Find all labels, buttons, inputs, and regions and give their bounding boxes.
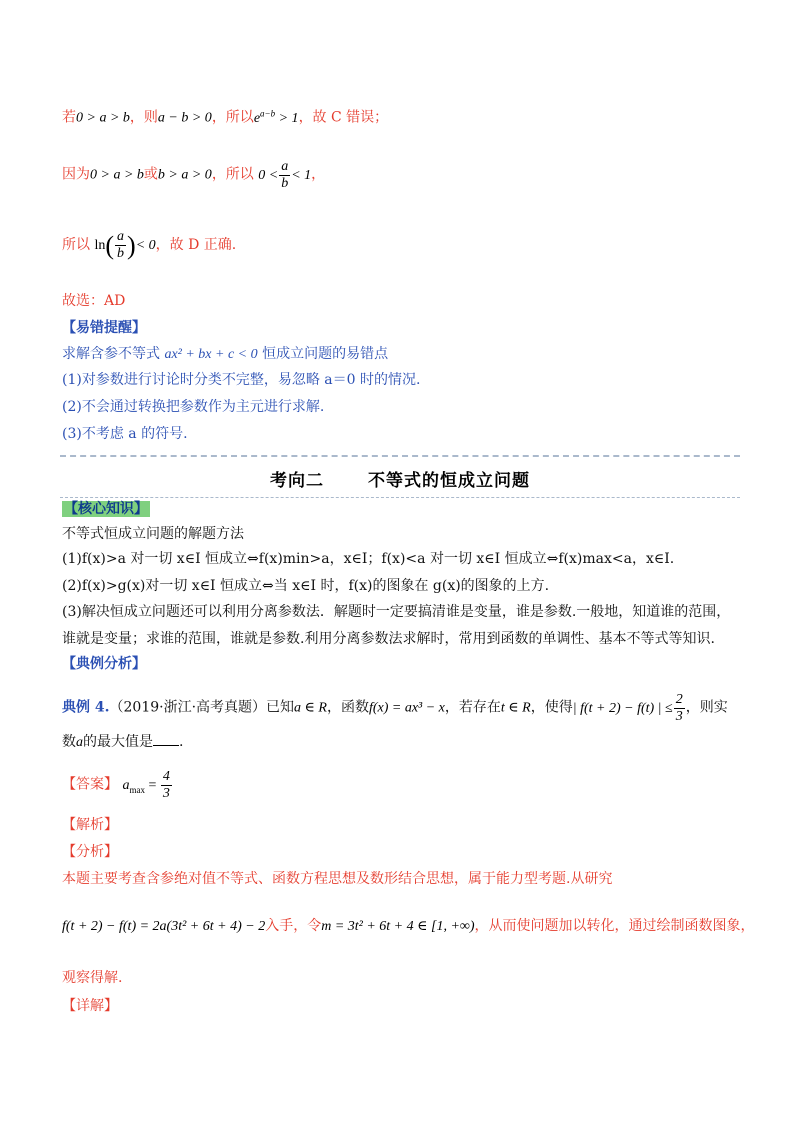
solution-line-2 xyxy=(62,160,325,191)
text: 或 xyxy=(143,166,158,183)
text: ，所以 xyxy=(211,109,254,126)
core-item-2: (2)f(x)>g(x)对一切 x∈I 恒成立⇔当 x∈I 时，f(x)的图象在 g(x)的图象的上方. xyxy=(62,578,550,594)
analysis-text-2: f(t + 2) − f(t) = 2a(3t² + 6t + 4) − 2入手，令m = 3t² + 6t + 4 ∈ [1, +∞)，从而使问题加以转化，通过绘制函数图象， xyxy=(62,918,755,934)
core-knowledge-title: 【核心知识】 xyxy=(64,501,148,517)
text: 若 xyxy=(62,109,76,126)
math-inequality: | f(t + 2) − f(t) | ≤ $\frac{2}{3}$ xyxy=(572,692,683,724)
text: ，故 C 错误； xyxy=(298,109,389,126)
math-expr: b > a > 0 xyxy=(157,167,212,183)
example-label: 典例 4. xyxy=(62,699,110,716)
example-title: 【典例分析】 xyxy=(62,656,146,672)
math-expr: 0 > a > b xyxy=(76,110,130,126)
solution-line-3 xyxy=(62,230,236,261)
section-divider-top xyxy=(60,455,740,457)
text: ，则 xyxy=(129,109,158,126)
example-line-1: 典例 4.（2019·浙江·高考真题）已知a ∈ R，函数f(x) = ax³ − x，若存在t ∈ R，使得| f(t + 2) − f(t) | ≤ $\frac{2}{3}$ ，则实 xyxy=(62,692,728,724)
section-divider-bottom xyxy=(60,497,740,498)
answer-choice: 故选：AD xyxy=(62,293,126,309)
math-expr: 0 > a > b xyxy=(90,167,144,183)
answer-blank xyxy=(153,745,179,746)
text: 所以 xyxy=(62,236,90,253)
error-tip-title: 【易错提醒】 xyxy=(62,320,146,336)
analysis-text-3: 观察得解. xyxy=(62,970,123,986)
core-item-3-line-1: (3)解决恒成立问题还可以利用分离参数法．解题时一定要搞清谁是变量，谁是参数.一般地，知道谁的范围， xyxy=(62,604,731,620)
error-tip-item-3: (3)不考虑 a 的符号. xyxy=(62,426,188,442)
math-expr: a − b > 0 xyxy=(157,110,212,126)
solution-line-1 xyxy=(62,108,388,127)
text: ，所以 xyxy=(211,166,254,183)
core-item-1: (1)f(x)>a 对一切 x∈I 恒成立⇔f(x)min>a，x∈I；f(x)<a 对一切 x∈I 恒成立⇔f(x)max<a，x∈I. xyxy=(62,551,675,567)
core-item-3-line-2: 谁就是变量；求谁的范围，谁就是参数.利用分离参数法求解时，常用到函数的单调性、基本不等式等知识. xyxy=(62,631,715,647)
section-heading: 不等式的恒成立问题 xyxy=(368,471,530,491)
detail-label: 【详解】 xyxy=(62,998,118,1014)
text: ，故 D 正确. xyxy=(155,236,237,253)
section-title xyxy=(0,466,800,491)
analysis-subtitle: 【分析】 xyxy=(62,844,118,860)
math-fraction-expr: 0 < $\frac{a}{b}$ < 1 xyxy=(258,159,312,191)
example-line-2: 数a的最大值是 . xyxy=(62,734,184,750)
answer-expr: $a_{max}$ = $\frac{4}{3}$ xyxy=(122,769,170,801)
error-tip-item-2: (2)不会通过转换把参数作为主元进行求解. xyxy=(62,399,325,415)
answer-label: 【答案】 xyxy=(62,776,118,793)
section-label: 考向二 xyxy=(270,471,324,491)
answer-line xyxy=(62,770,173,801)
text: ， xyxy=(311,166,326,183)
error-tip-item-1: (1)对参数进行讨论时分类不完整，易忽略 a＝0 时的情况. xyxy=(62,372,421,388)
math-ln-expr: ln( $\frac{a}{b}$ )< 0 xyxy=(94,229,156,262)
text: 因为 xyxy=(62,166,90,183)
error-tip-intro: 求解含参不等式 ax² + bx + c < 0 恒成立问题的易错点 xyxy=(62,346,389,362)
math-expr: $e^{a-b} > 1$ xyxy=(253,108,299,126)
analysis-text-1: 本题主要考查含参绝对值不等式、函数方程思想及数形结合思想，属于能力型考题.从研究 xyxy=(62,871,613,887)
core-heading: 不等式恒成立问题的解题方法 xyxy=(62,526,244,542)
analysis-label: 【解析】 xyxy=(62,817,118,833)
